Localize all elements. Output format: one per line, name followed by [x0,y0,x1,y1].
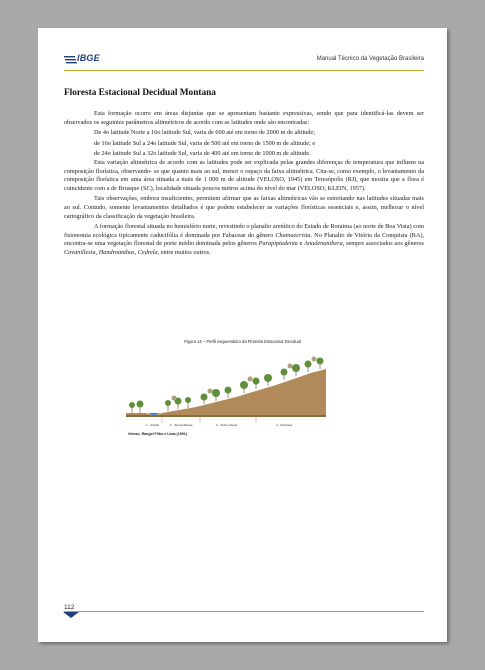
paragraph-northern-formation: A formação florestal situada no hemisfério norte, revestindo o planalto arenítico do Estado de Roraima (ao norte de Boa Vista) com fisionomia ecológica tipicamente caducifólia é dominada por Fabaceae do gênero Chamaecrista. No Planalto de Vitória da Conquista (BA), encontra-se uma vegetação florestal de porte médio dominada pelos gêneros Parapiptadenia e Anadenanthera, sempre associados aos gêneros Cavanillesia, Handroanthus, Cedrela, entre muitos outros. [64,223,425,256]
zone-label: 3 - Submontana [216,423,238,427]
page-number: 112 [64,604,75,611]
section-title: Floresta Estacional Decidual Montana [64,88,216,98]
header-divider [64,70,424,71]
ibge-logo-icon [64,55,78,65]
page-header [64,52,424,68]
figure-credit: Veloso, Rangel Filho e Lima (1991) [128,432,187,436]
body-text [64,110,424,258]
manual-title: Manual Técnico da Vegetação Brasileira [316,56,424,62]
list-item: De 4o latitude Norte a 16o latitude Sul, varia de 600 até em torno de 2000 m de altitude; [94,129,315,137]
document-page [38,28,447,642]
paragraph-intro: Esta formação ocorre em áreas disjuntas que se apresentam bastante expressivas, sendo que para identificá-las devem ser observados os seguintes parâmetros altimétricos de acordo com as latitudes onde são encontradas: [64,110,424,126]
zone-label: 4 - Montana [276,423,293,427]
footer-divider [64,611,424,612]
page-tab-icon [63,612,79,618]
list-item: de 16o latitude Sul a 24o latitude Sul, varia de 500 até em torno de 1500 m de altitude; e [94,139,316,147]
zone-label: 1 - Aluvial [146,423,160,427]
ibge-logo-text: IBGE [77,53,100,63]
list-item: de 24o latitude Sul a 32o latitude Sul, varia de 400 até em torno de 1000 m de altitude. [94,150,311,158]
zone-label: 2 - Terras Baixas [170,423,193,427]
figure-caption: Figura 14 – Perfil esquemático da Floresta Estacional Decidual [184,339,301,344]
forest-profile-illustration [126,351,326,431]
paragraph-observations: Tais observações, embora insuficientes, permitem afirmar que as faixas altimétricas vão se estreitando nas latitudes situadas mais ao sul. Contudo, somente levantamentos detalhados é que podem estabelecer as variações florísticas essenciais e, assim, melhorar o nível cartográfico da classificação da vegetação brasileira. [64,195,424,220]
paragraph-altitude-variation: Esta variação altimétrica de acordo com as latitudes pode ser explicada pelas grandes diferenças de temperatura que influem na composição florística, observando- se que quanto mais ao sul, menor o espaço da faixa altimétrica. Cita-se, como exemplo, o levantamento da composição florística em uma área situada a mais de 1 000 m de altitude (VELOSO, 1945) em Teresópolis (RJ), que mostra que a flora é coincidente com a de Brusque (SC), localidade situada poucos metros acima do nível do mar (VELOSO; KLEIN, 1957). [64,158,424,192]
